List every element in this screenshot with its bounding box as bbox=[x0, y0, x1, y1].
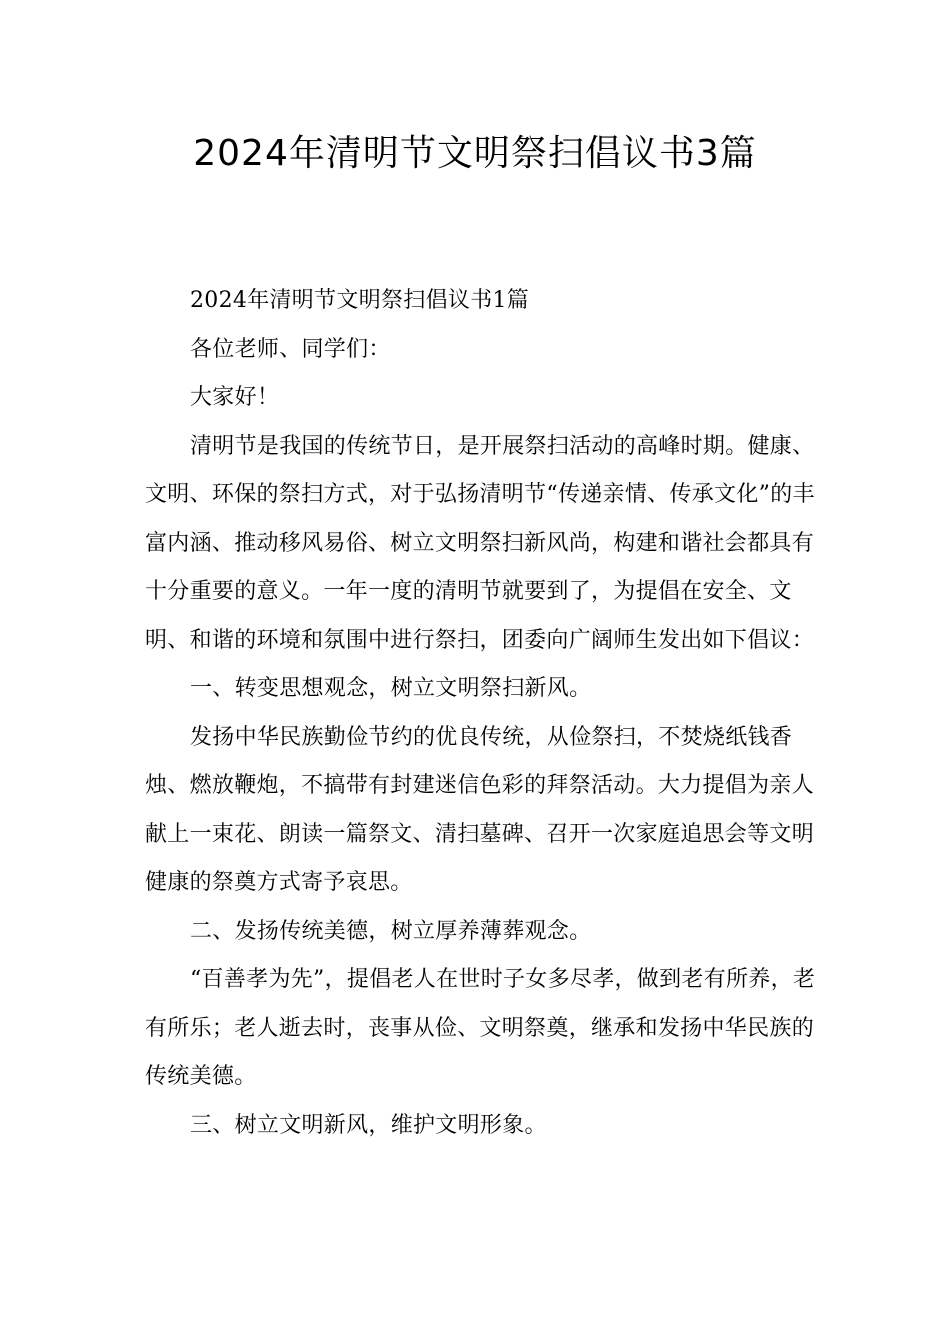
paragraph-section-2: “百善孝为先”，提倡老人在世时子女多尽孝，做到老有所养，老有所乐；老人逝去时，丧事从俭、文明祭奠，继承和发扬中华民族的传统美德。 bbox=[145, 967, 816, 1089]
paragraph-section-1: 发扬中华民族勤俭节约的优良传统，从俭祭扫，不焚烧纸钱香烛、燃放鞭炮，不搞带有封建迷信色彩的拜祭活动。大力提倡为亲人献上一束花、朗读一篇祭文、清扫墓碑、召开一次家庭追思会等文明健康的祭奠方式寄予哀思。 bbox=[145, 724, 815, 895]
section-heading-1: 一、转变思想观念，树立文明祭扫新风。 bbox=[190, 676, 592, 701]
greeting: 大家好！ bbox=[190, 385, 280, 410]
document-subtitle: 2024年清明节文明祭扫倡议书1篇 bbox=[190, 288, 530, 313]
paragraph-intro: 清明节是我国的传统节日，是开展祭扫活动的高峰时期。健康、文明、环保的祭扫方式，对于弘扬清明节“传递亲情、传承文化”的丰富内涵、推动移风易俗、树立文明祭扫新风尚，构建和谐社会都具有十分重要的意义。一年一度的清明节就要到了，为提倡在安全、文明、和谐的环境和氛围中进行祭扫，团委向广阔师生发出如下倡议： bbox=[145, 433, 815, 653]
document-body bbox=[145, 277, 835, 1150]
document-title: 2024年清明节文明祭扫倡议书3篇 bbox=[193, 133, 757, 174]
section-heading-3: 三、树立文明新风，维护文明形象。 bbox=[190, 1112, 547, 1138]
section-heading-2: 二、发扬传统美德，树立厚养薄葬观念。 bbox=[190, 918, 592, 944]
salutation: 各位老师、同学们： bbox=[190, 336, 391, 362]
